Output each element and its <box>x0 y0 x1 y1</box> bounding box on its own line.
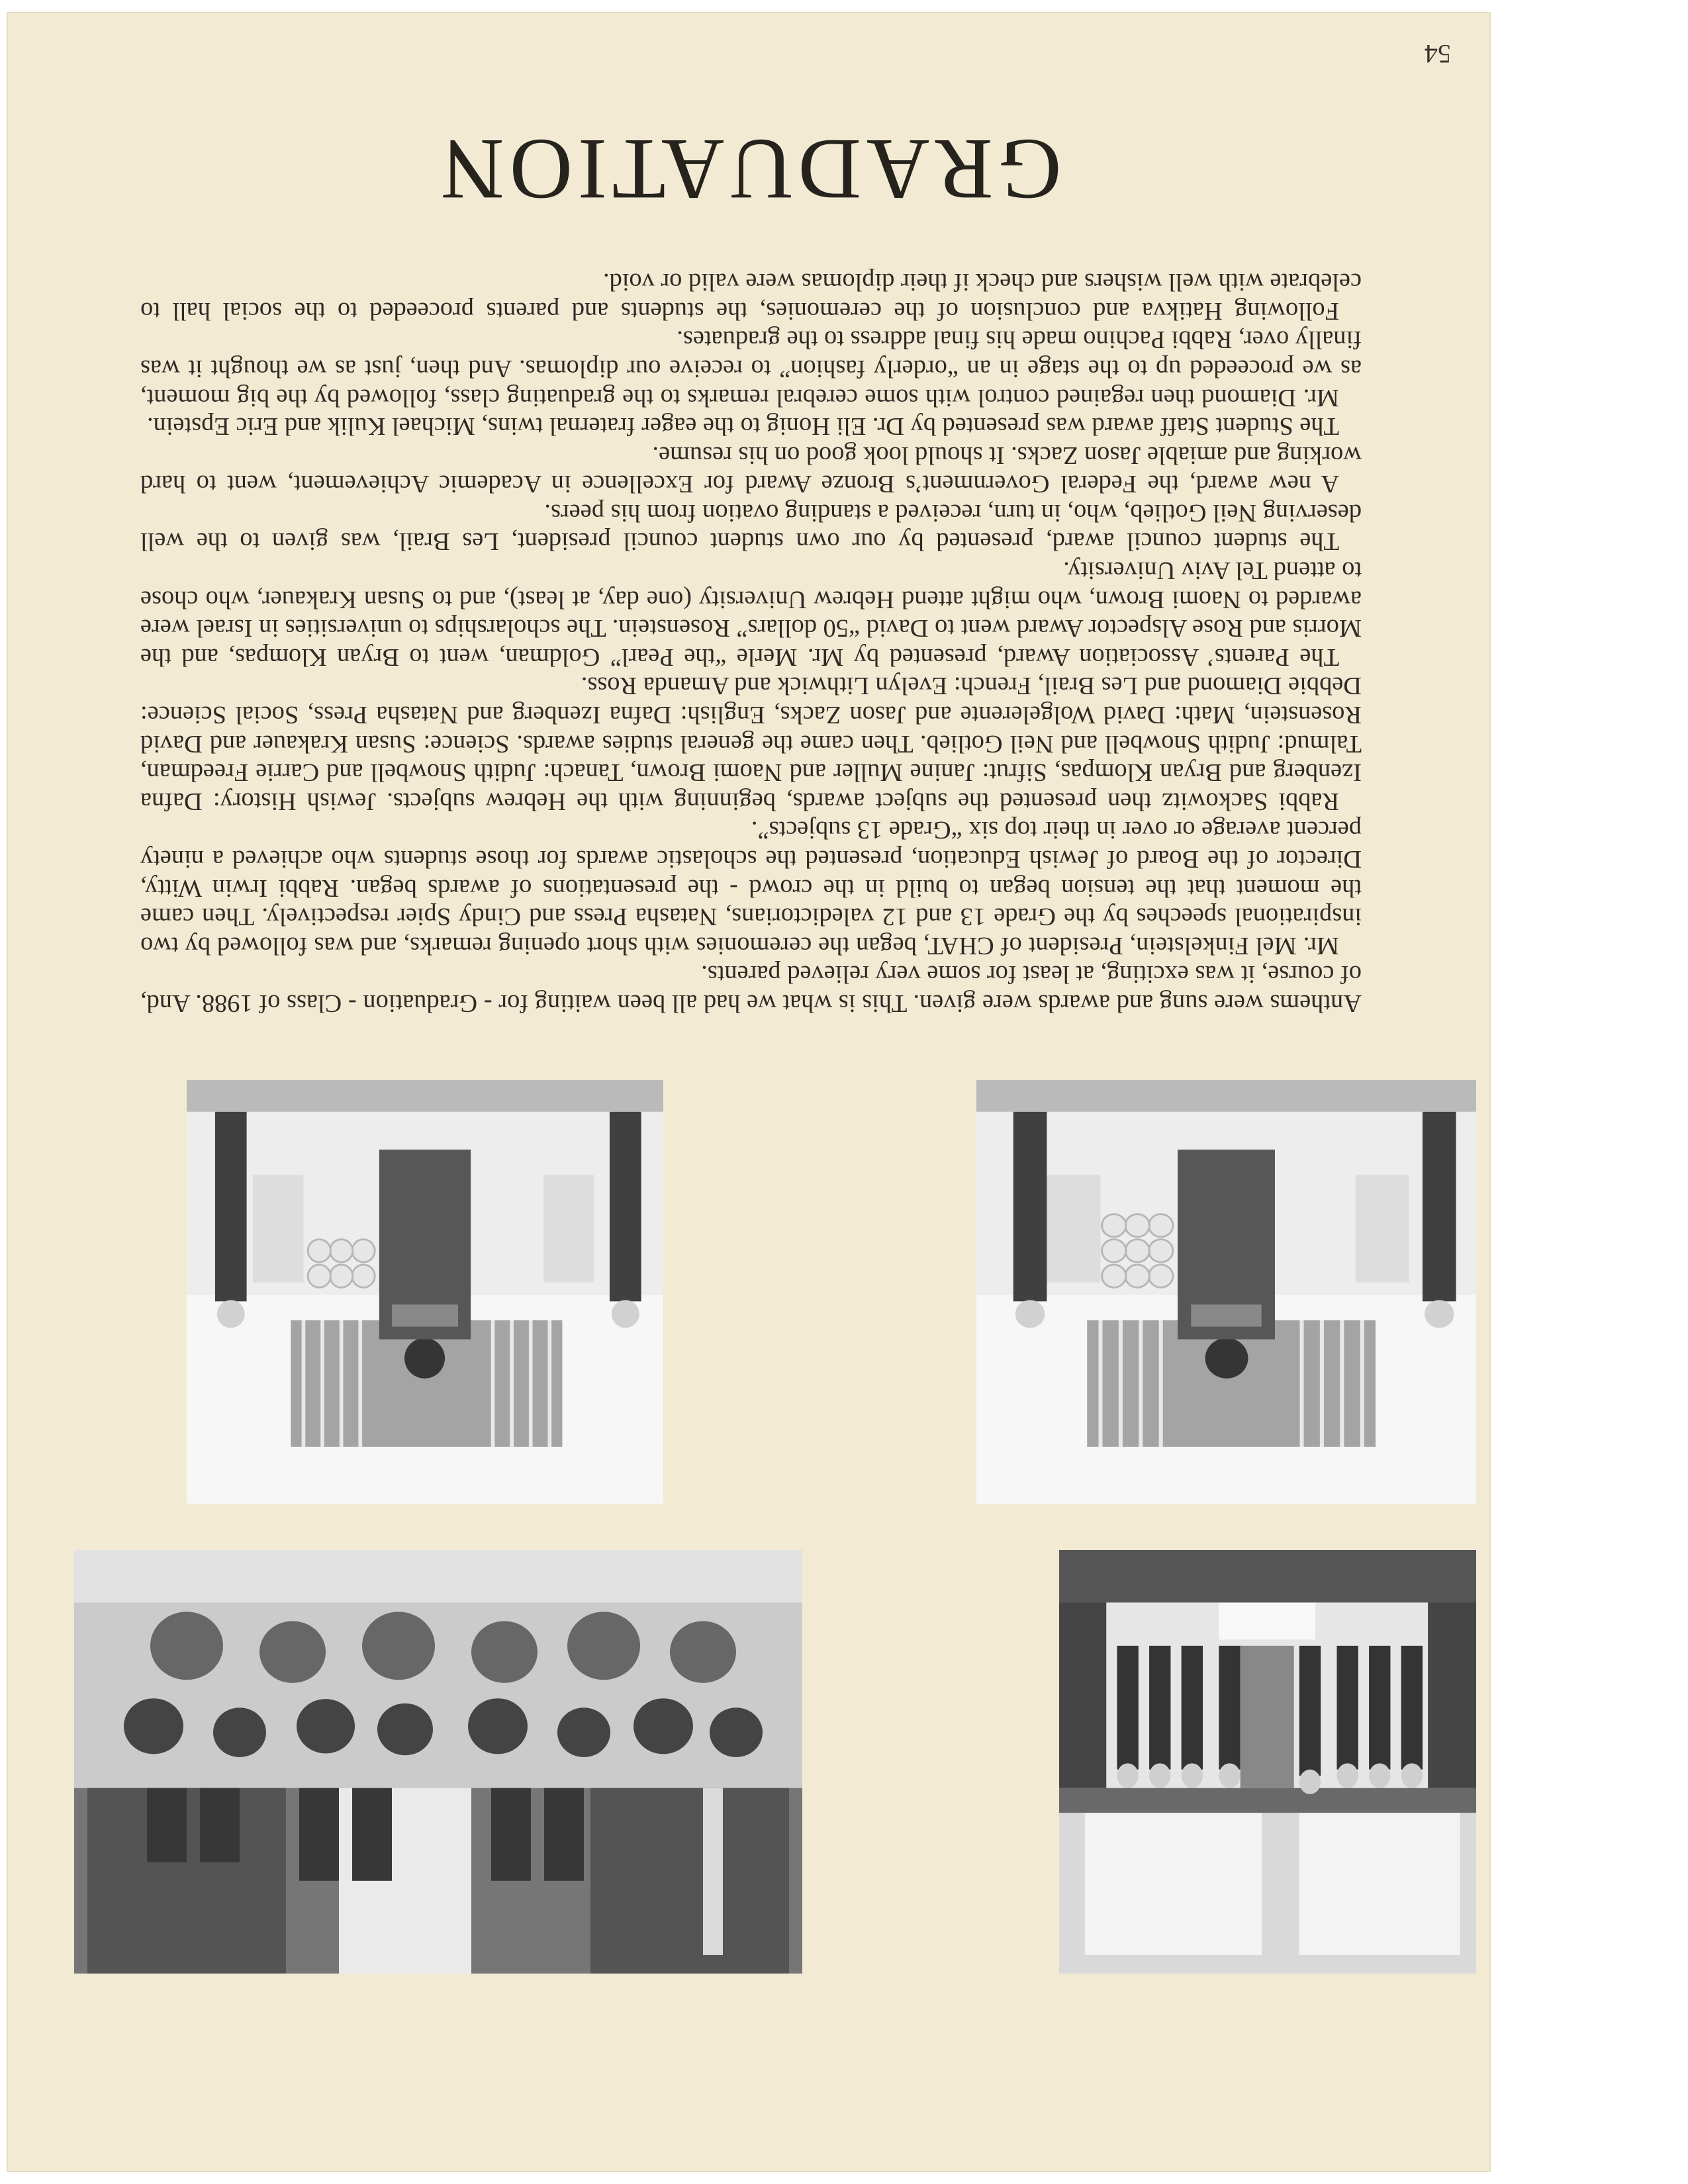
photo-speaker-at-podium-right <box>187 1080 663 1504</box>
article-paragraph: Mr. Mel Finkelstein, President of CHAT, began the ceremonies with short opening remarks, and was followed by two inspirational speeches by the Grade 13 and 12 valedictorians, Natasha Press and Cindy Spier respectively. Then came the moment that the tension began to build in the crowd - the presentations of awards began. Rabbi Irwin Witty, Director of the Board of Jewish Education, presented the scholastic awards for those students who achieved a ninety percent average or over in their top six “Grade 13 subjects”. <box>140 816 1362 960</box>
article-paragraph: Mr. Diamond then regained control with some cerebral remarks to the graduating class, followed by the big moment, as we proceeded up to the stage in an “orderly fashion” to receive our diplomas. And then, just as we thought it was finally over, Rabbi Pachino made his final address to the graduates. <box>140 326 1362 412</box>
article-paragraph: Following Hatikva and conclusion of the ceremonies, the students and parents proceeded to the social hall to celebrate with well wishers and check if their diplomas were valid or void. <box>140 268 1362 325</box>
article-paragraph: The Parents’ Association Award, presented by Mr. Merle “the Pearl” Goldman, went to Bryan Klompas, and the Morris and Rose Alspector Award went to David “50 dollars” Rosenstein. The scholarships to universities in Israel were awarded to Naomi Brown, who might attend Hebrew University (one day, at least), and to Susan Krakauer, who chose to attend Tel Aviv University. <box>140 557 1362 671</box>
article-paragraph: Rabbi Sackowitz then presented the subject awards, beginning with the Hebrew subjects. Jewish History: Dafna Izenberg and Bryan Klompas, Sifrut: Janine Muller and Naomi Brown, Tanach: Judith Snowbell and Carrie Freedman, Talmud: Judith Snowbell and Neil Gotlieb. Then came the general studies awards. Science: Susan Krakauer and David Rosenstein, Math: David Wolgelerente and Jason Zacks, English: Dafna Izenberg and Natasha Press, Social Science: Debbie Diamond and Les Brail, French: Evelyn Lithwick and Amanda Ross. <box>140 672 1362 815</box>
photo-icon <box>976 1080 1476 1504</box>
article-paragraph: Anthems were sung and awards were given. This is what we had all been waiting for - Graduation - Class of 1988. And, of course, it was exciting, at least for some very relieved parents. <box>140 960 1362 1017</box>
photo-speaker-at-podium-left <box>976 1080 1476 1504</box>
photo-icon <box>1059 1550 1476 1974</box>
photo-graduates-on-stage <box>1059 1550 1476 1974</box>
article-paragraph: A new award, the Federal Government’s Bronze Award for Excellence in Academic Achievement, went to hard working and amiable Jason Zacks. It should look good on his resume. <box>140 441 1362 498</box>
page-number: 54 <box>1425 39 1451 69</box>
article-paragraph: The Student Staff award was presented by Dr. Eli Honig to the eager fraternal twins, Michael Kulik and Eric Epstein. <box>146 412 1339 441</box>
article-body <box>140 267 1362 1017</box>
photo-icon <box>74 1550 802 1974</box>
photo-icon <box>187 1080 663 1504</box>
photo-crowd-and-stage <box>74 1550 802 1974</box>
article-paragraph: The student council award, presented by our own student council president, Les Brail, was given to the well deserving Neil Gotlieb, who, in turn, received a standing ovation from his peers. <box>140 498 1362 556</box>
page-title: GRADUATION <box>436 121 1062 218</box>
yearbook-page <box>7 12 1491 2172</box>
